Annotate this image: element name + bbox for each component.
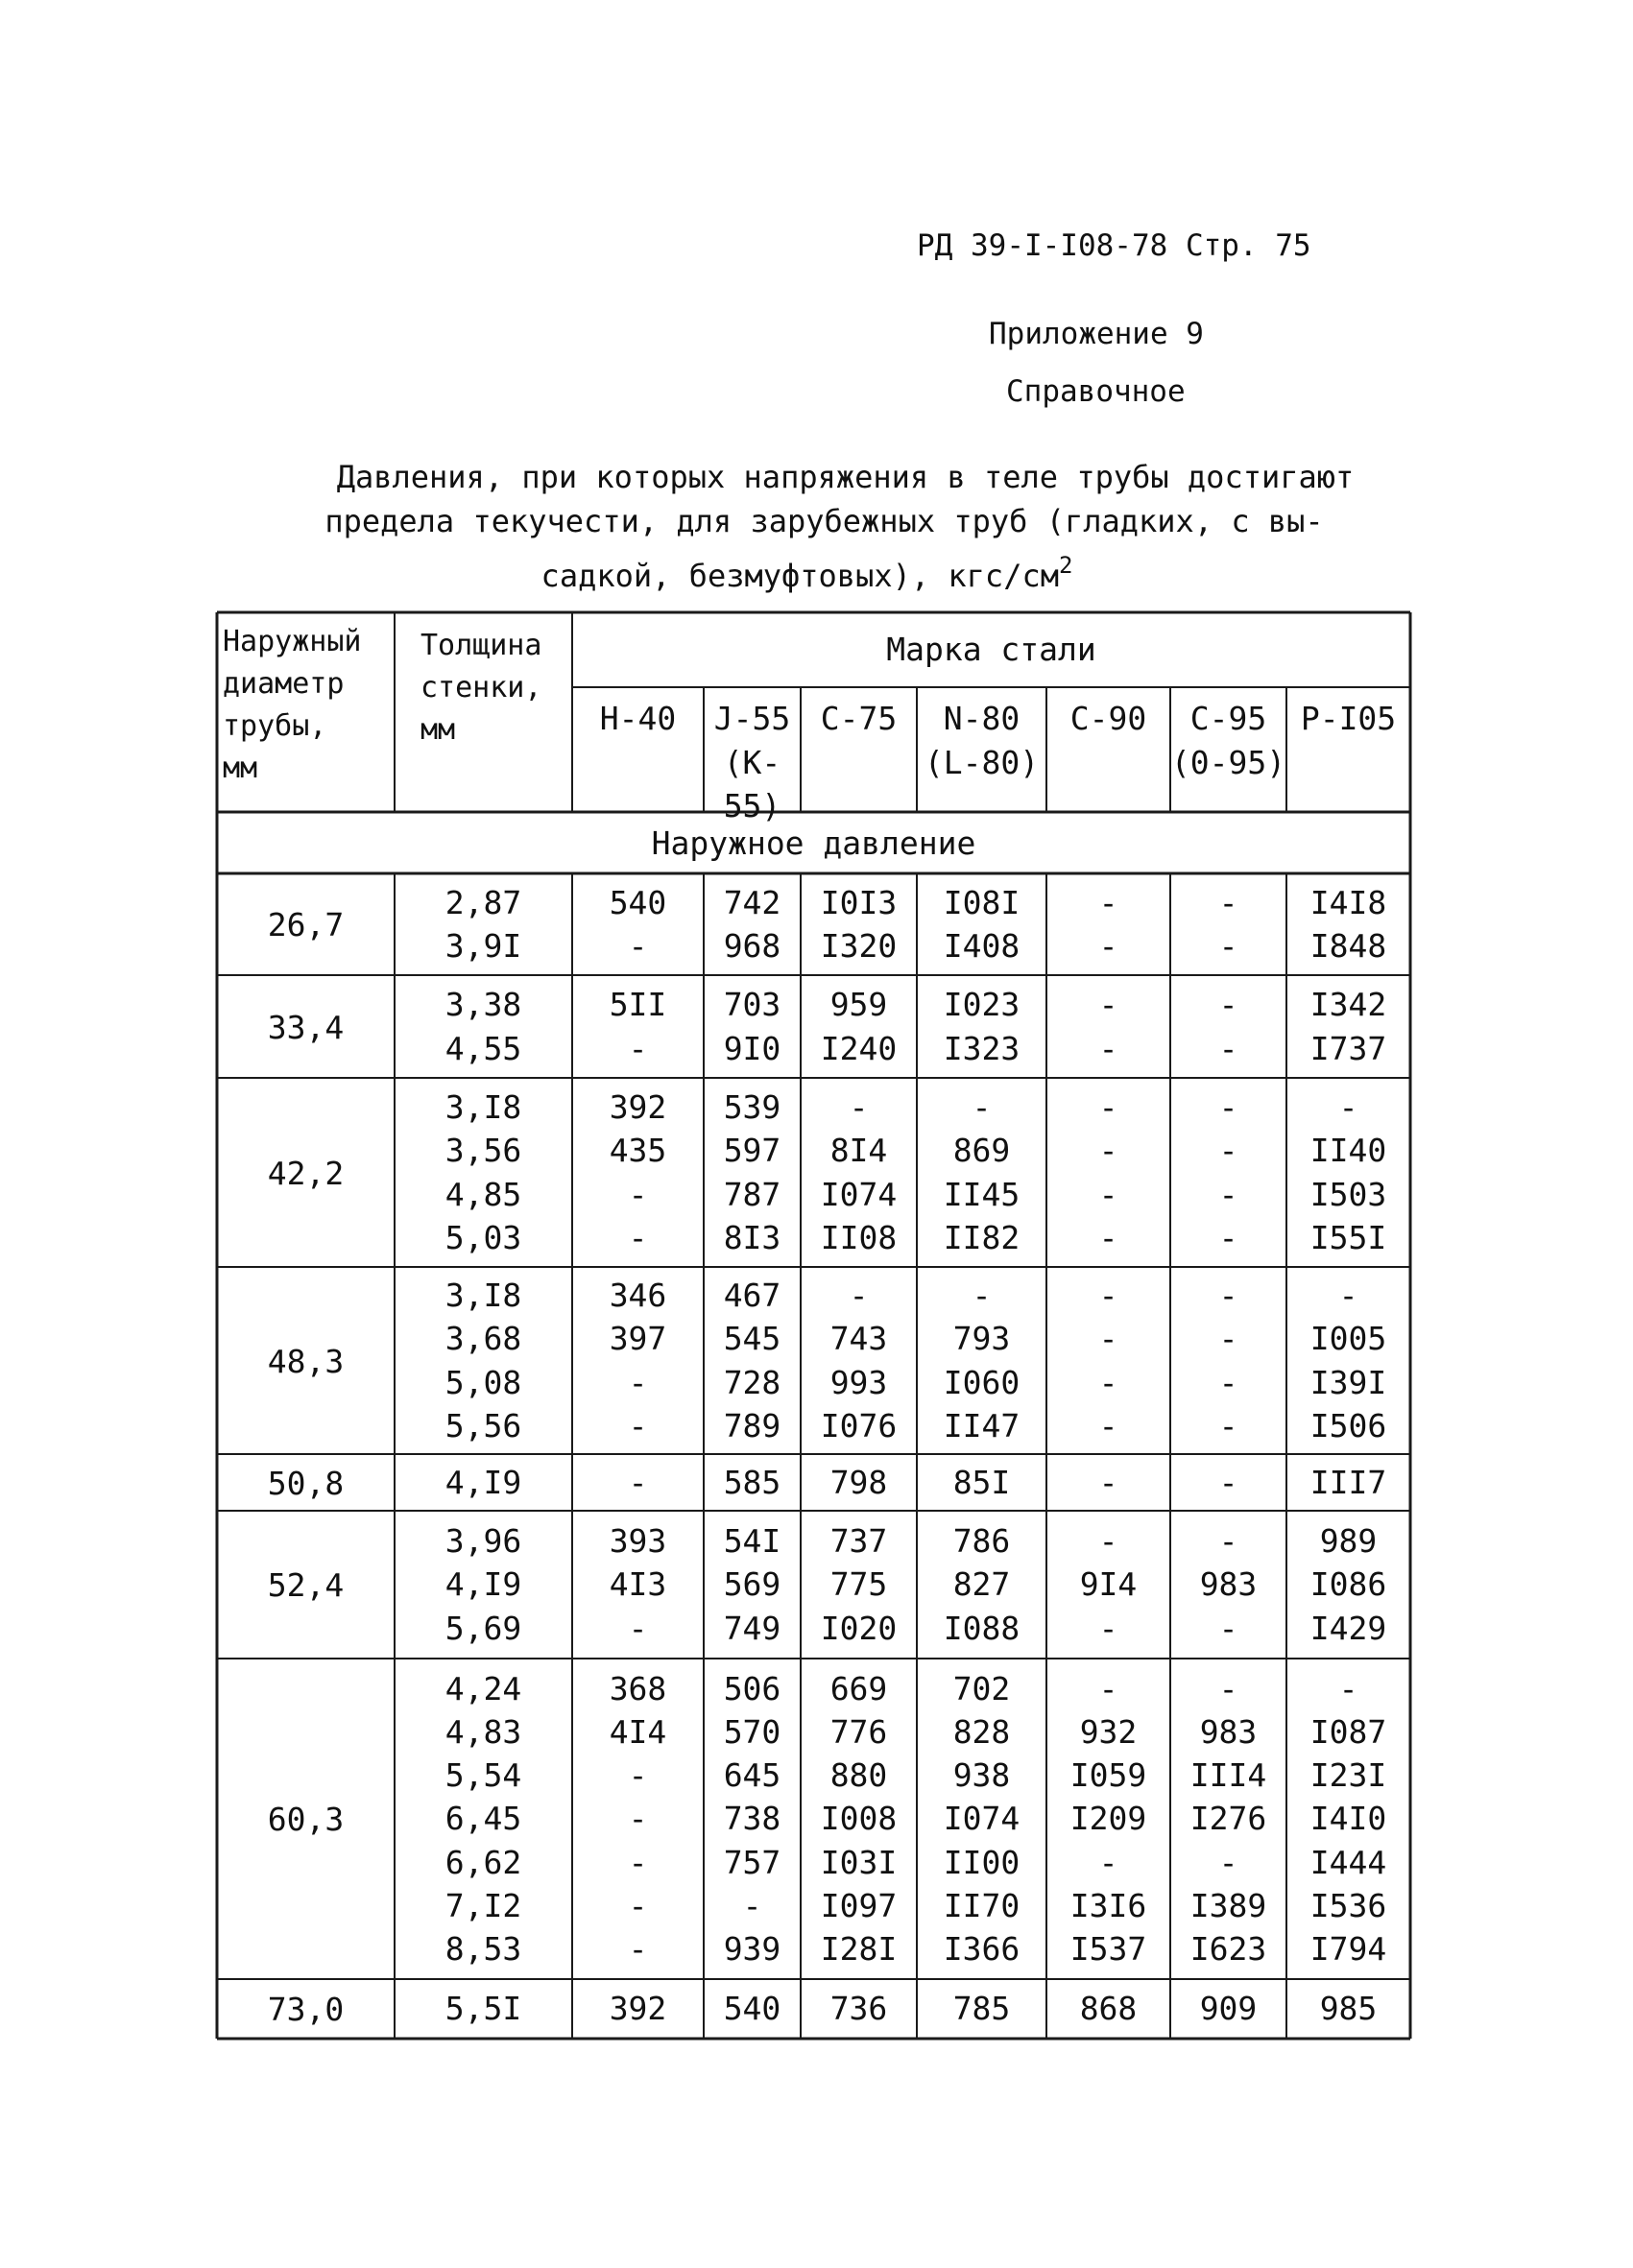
pressure-value-cell: 869 — [952, 1132, 1011, 1170]
pressure-value-cell: I537 — [1069, 1930, 1147, 1968]
pressure-value-cell: II00 — [943, 1843, 1021, 1881]
pressure-value-cell: 8I4 — [829, 1132, 888, 1170]
pressure-value-cell: I4I0 — [1309, 1800, 1387, 1838]
pressure-value-cell: 938 — [952, 1756, 1011, 1795]
pressure-value-cell: 597 — [723, 1132, 781, 1170]
pressure-value-cell: 392 — [609, 1088, 667, 1127]
pressure-value-cell: I087 — [1309, 1713, 1387, 1751]
pressure-value-cell: - — [1098, 1609, 1118, 1647]
pressure-value-cell: - — [1218, 1277, 1238, 1315]
pressure-value-cell: 569 — [723, 1565, 781, 1604]
pressure-value-cell: - — [628, 1406, 648, 1444]
pressure-value-cell: - — [628, 1463, 648, 1501]
pressure-value-cell: I737 — [1309, 1029, 1387, 1067]
pressure-value-cell: II47 — [943, 1406, 1021, 1444]
outer-diameter-cell: 60,3 — [267, 1801, 345, 1838]
pressure-value-cell: 968 — [723, 927, 781, 965]
grade-header-cell: N-80 — [943, 700, 1021, 737]
wall-thickness-cell: 5,08 — [444, 1363, 522, 1401]
pressure-value-cell: 828 — [952, 1713, 1011, 1751]
pressure-value-cell: - — [1098, 986, 1118, 1024]
pressure-value-cell: 9I0 — [723, 1029, 781, 1067]
pressure-value-cell: - — [1098, 1320, 1118, 1358]
pressure-value-cell: 585 — [723, 1463, 781, 1501]
pressure-value-cell: 435 — [609, 1132, 667, 1170]
pressure-value-cell: - — [1098, 1363, 1118, 1401]
col-header-thickness: стенки, — [420, 671, 542, 704]
wall-thickness-cell: 2,87 — [444, 883, 522, 921]
pressure-value-cell: 985 — [1319, 1990, 1378, 2028]
wall-thickness-cell: 5,69 — [444, 1609, 522, 1647]
pressure-value-cell: 467 — [723, 1277, 781, 1315]
pressure-value-cell: I408 — [943, 927, 1021, 965]
steel-grade-header: Марка стали — [886, 631, 1096, 668]
pressure-value-cell: II70 — [943, 1886, 1021, 1924]
pressure-value-cell: I366 — [943, 1930, 1021, 1968]
wall-thickness-cell: 4,55 — [444, 1029, 522, 1067]
pressure-value-cell: 540 — [609, 883, 667, 921]
wall-thickness-cell: 3,I8 — [444, 1277, 522, 1315]
pressure-value-cell: 702 — [952, 1669, 1011, 1707]
wall-thickness-cell: 6,45 — [444, 1800, 522, 1838]
wall-thickness-cell: 5,56 — [444, 1406, 522, 1444]
grade-header-cell: (L-80) — [924, 744, 1040, 781]
pressure-value-cell: 736 — [829, 1990, 888, 2028]
pressure-value-cell: - — [628, 1175, 648, 1213]
pressure-value-cell: - — [1218, 1088, 1238, 1127]
outer-diameter-cell: 73,0 — [267, 1991, 345, 2028]
wall-thickness-cell: 5,5I — [444, 1990, 522, 2028]
pressure-value-cell: - — [1218, 1175, 1238, 1213]
pressure-value-cell: - — [628, 1886, 648, 1924]
pressure-value-cell: 868 — [1079, 1990, 1138, 2028]
pressure-value-cell: - — [1098, 1088, 1118, 1127]
pressure-value-cell: 8I3 — [723, 1218, 781, 1256]
pressure-value-cell: - — [972, 1088, 992, 1127]
grade-header-cell: Н-40 — [599, 700, 677, 737]
outer-diameter-cell: 42,2 — [267, 1154, 345, 1192]
pressure-value-cell: I503 — [1309, 1175, 1387, 1213]
pressure-value-cell: I28I — [820, 1930, 898, 1968]
appendix-type: Справочное — [1006, 374, 1186, 409]
grade-header-cell: (0-95) — [1170, 744, 1286, 781]
pressure-value-cell: - — [849, 1088, 869, 1127]
pressure-value-cell: II40 — [1309, 1132, 1387, 1170]
wall-thickness-cell: 4,I9 — [444, 1565, 522, 1604]
pressure-value-cell: - — [628, 1029, 648, 1067]
outer-diameter-cell: 50,8 — [267, 1464, 345, 1502]
pressure-value-cell: - — [628, 1609, 648, 1647]
pressure-value-cell: - — [628, 1843, 648, 1881]
pressure-value-cell: - — [1218, 1029, 1238, 1067]
outer-diameter-cell: 26,7 — [267, 906, 345, 943]
pressure-value-cell: - — [1098, 1406, 1118, 1444]
pressure-value-cell: 392 — [609, 1990, 667, 2028]
wall-thickness-cell: 3,56 — [444, 1132, 522, 1170]
pressure-value-cell: 909 — [1199, 1990, 1258, 2028]
pressure-value-cell: I08I — [943, 883, 1021, 921]
pressure-value-cell: 880 — [829, 1756, 888, 1795]
pressure-value-cell: 786 — [952, 1522, 1011, 1561]
unit-exponent: 2 — [1058, 552, 1073, 579]
pressure-value-cell: I389 — [1189, 1886, 1267, 1924]
pressure-value-cell: 5II — [609, 986, 667, 1024]
pressure-value-cell: - — [1218, 1363, 1238, 1401]
pressure-value-cell: 993 — [829, 1363, 888, 1401]
pressure-value-cell: 793 — [952, 1320, 1011, 1358]
pressure-value-cell: I086 — [1309, 1565, 1387, 1604]
wall-thickness-cell: 4,85 — [444, 1175, 522, 1213]
pressure-value-cell: I4I8 — [1309, 883, 1387, 921]
pressure-value-cell: 738 — [723, 1800, 781, 1838]
grade-header-cell: J-55 — [713, 700, 791, 737]
pressure-value-cell: I076 — [820, 1406, 898, 1444]
pressure-value-cell: 728 — [723, 1363, 781, 1401]
pressure-value-cell: - — [1098, 1522, 1118, 1561]
pressure-value-cell: I059 — [1069, 1756, 1147, 1795]
pressure-value-cell: - — [1098, 883, 1118, 921]
pressure-value-cell: I536 — [1309, 1886, 1387, 1924]
pressure-value-cell: - — [1098, 1175, 1118, 1213]
pressure-value-cell: - — [1098, 1029, 1118, 1067]
pressure-value-cell: - — [1218, 1463, 1238, 1501]
pressure-value-cell: I008 — [820, 1800, 898, 1838]
pressure-value-cell: 397 — [609, 1320, 667, 1358]
col-header-diameter: диаметр — [223, 667, 345, 701]
pressure-value-cell: - — [628, 1363, 648, 1401]
pressure-value-cell: - — [1098, 1463, 1118, 1501]
pressure-value-cell: - — [1098, 1669, 1118, 1707]
pressure-value-cell: 749 — [723, 1609, 781, 1647]
wall-thickness-cell: 7,I2 — [444, 1886, 522, 1924]
pressure-value-cell: I794 — [1309, 1930, 1387, 1968]
pressure-value-cell: - — [1338, 1669, 1358, 1707]
pressure-value-cell: 959 — [829, 986, 888, 1024]
wall-thickness-cell: 6,62 — [444, 1843, 522, 1881]
grade-header-cell: С-90 — [1069, 700, 1147, 737]
table-title-text: садкой, безмуфтовых), кгс/см — [540, 558, 1059, 594]
pressure-value-cell: 9I4 — [1079, 1565, 1138, 1604]
pressure-value-cell: - — [1218, 1669, 1238, 1707]
section-external-pressure: Наружное давление — [651, 824, 976, 862]
pressure-value-cell: - — [628, 1218, 648, 1256]
pressure-value-cell: - — [1218, 883, 1238, 921]
grade-header-cell: С-75 — [820, 700, 898, 737]
pressure-value-cell: 827 — [952, 1565, 1011, 1604]
pressure-value-cell: I074 — [820, 1175, 898, 1213]
pressure-value-cell: 4I4 — [609, 1713, 667, 1751]
pressure-value-cell: 540 — [723, 1990, 781, 2028]
table-title-line-2: предела текучести, для зарубежных труб (гладких, с вы- — [324, 503, 1324, 539]
pressure-value-cell: - — [628, 1756, 648, 1795]
pressure-value-cell: 4I3 — [609, 1565, 667, 1604]
page-header: РД 39-I-I08-78 Стр. 75 — [917, 228, 1311, 263]
col-header-thickness: Толщина — [420, 629, 542, 662]
pressure-value-cell: I23I — [1309, 1756, 1387, 1795]
grade-header-cell: Р-I05 — [1300, 700, 1397, 737]
pressure-value-cell: - — [849, 1277, 869, 1315]
pressure-value-cell: - — [1218, 1843, 1238, 1881]
pressure-value-cell: I060 — [943, 1363, 1021, 1401]
pressure-value-cell: - — [1218, 1132, 1238, 1170]
pressure-value-cell: 743 — [829, 1320, 888, 1358]
pressure-value-cell: - — [1218, 1406, 1238, 1444]
wall-thickness-cell: 8,53 — [444, 1930, 522, 1968]
pressure-value-cell: I020 — [820, 1609, 898, 1647]
pressure-value-cell: 757 — [723, 1843, 781, 1881]
pressure-value-cell: 85I — [952, 1463, 1011, 1501]
pressure-value-cell: - — [1098, 1132, 1118, 1170]
col-header-diameter: Наружный — [223, 625, 362, 658]
wall-thickness-cell: 4,I9 — [444, 1463, 522, 1501]
wall-thickness-cell: 3,38 — [444, 986, 522, 1024]
pressure-value-cell: - — [1098, 1218, 1118, 1256]
pressure-value-cell: - — [1338, 1277, 1358, 1315]
pressure-value-cell: - — [628, 1800, 648, 1838]
outer-diameter-cell: 48,3 — [267, 1342, 345, 1380]
pressure-value-cell: I0I3 — [820, 883, 898, 921]
pressure-value-cell: I623 — [1189, 1930, 1267, 1968]
appendix-label: Приложение 9 — [989, 317, 1204, 351]
pressure-value-cell: - — [742, 1886, 762, 1924]
pressure-value-cell: 785 — [952, 1990, 1011, 2028]
pressure-value-cell: 539 — [723, 1088, 781, 1127]
pressure-value-cell: 545 — [723, 1320, 781, 1358]
wall-thickness-cell: 4,83 — [444, 1713, 522, 1751]
pressure-value-cell: 570 — [723, 1713, 781, 1751]
pressure-value-cell: - — [1098, 1843, 1118, 1881]
pressure-value-cell: I55I — [1309, 1218, 1387, 1256]
pressure-value-cell: 983 — [1199, 1713, 1258, 1751]
pressure-value-cell: I39I — [1309, 1363, 1387, 1401]
pressure-value-cell: - — [1218, 927, 1238, 965]
pressure-value-cell: 393 — [609, 1522, 667, 1561]
pressure-value-cell: - — [1218, 1320, 1238, 1358]
pressure-value-cell: - — [1218, 1218, 1238, 1256]
pressure-value-cell: 742 — [723, 883, 781, 921]
pressure-value-cell: I323 — [943, 1029, 1021, 1067]
pressure-value-cell: 346 — [609, 1277, 667, 1315]
pressure-value-cell: 737 — [829, 1522, 888, 1561]
pressure-value-cell: 932 — [1079, 1713, 1138, 1751]
pressure-value-cell: - — [1218, 986, 1238, 1024]
pressure-value-cell: I848 — [1309, 927, 1387, 965]
wall-thickness-cell: 3,9I — [444, 927, 522, 965]
pressure-value-cell: - — [1338, 1088, 1358, 1127]
grade-header-cell: С-95 — [1189, 700, 1267, 737]
pressure-value-cell: I429 — [1309, 1609, 1387, 1647]
col-header-diameter: трубы, — [223, 709, 327, 743]
table-title-line-1: Давления, при которых напряжения в теле трубы достигают — [336, 459, 1355, 495]
pressure-value-cell: I209 — [1069, 1800, 1147, 1838]
pressure-value-cell: - — [1218, 1609, 1238, 1647]
pressure-value-cell: - — [628, 1930, 648, 1968]
pressure-value-cell: I005 — [1309, 1320, 1387, 1358]
pressure-value-cell: - — [1098, 927, 1118, 965]
pressure-value-cell: I03I — [820, 1843, 898, 1881]
pressure-value-cell: I240 — [820, 1029, 898, 1067]
pressure-value-cell: 776 — [829, 1713, 888, 1751]
pressure-value-cell: - — [1098, 1277, 1118, 1315]
pressure-value-cell: 506 — [723, 1669, 781, 1707]
outer-diameter-cell: 33,4 — [267, 1008, 345, 1046]
pressure-value-cell: - — [972, 1277, 992, 1315]
pressure-value-cell: 939 — [723, 1930, 781, 1968]
pressure-value-cell: 789 — [723, 1406, 781, 1444]
pressure-value-cell: 983 — [1199, 1565, 1258, 1604]
pressure-value-cell: 54I — [723, 1522, 781, 1561]
pressure-value-cell: 669 — [829, 1669, 888, 1707]
pressure-value-cell: III7 — [1309, 1463, 1387, 1501]
wall-thickness-cell: 3,68 — [444, 1320, 522, 1358]
pressure-value-cell: I506 — [1309, 1406, 1387, 1444]
pressure-value-cell: 787 — [723, 1175, 781, 1213]
pressure-value-cell: I097 — [820, 1886, 898, 1924]
pressure-value-cell: 703 — [723, 986, 781, 1024]
col-header-thickness: мм — [420, 713, 456, 747]
pressure-value-cell: 798 — [829, 1463, 888, 1501]
pressure-value-cell: I444 — [1309, 1843, 1387, 1881]
col-header-diameter: мм — [223, 752, 258, 785]
pressure-value-cell: I342 — [1309, 986, 1387, 1024]
grade-header-cell: (K-55) — [723, 744, 781, 824]
pressure-value-cell: II45 — [943, 1175, 1021, 1213]
pressure-value-cell: II82 — [943, 1218, 1021, 1256]
pressure-value-cell: 775 — [829, 1565, 888, 1604]
pressure-value-cell: I074 — [943, 1800, 1021, 1838]
wall-thickness-cell: 5,54 — [444, 1756, 522, 1795]
pressure-value-cell: I023 — [943, 986, 1021, 1024]
wall-thickness-cell: 3,I8 — [444, 1088, 522, 1127]
wall-thickness-cell: 5,03 — [444, 1218, 522, 1256]
pressure-value-cell: 645 — [723, 1756, 781, 1795]
pressure-value-cell: - — [628, 927, 648, 965]
wall-thickness-cell: 3,96 — [444, 1522, 522, 1561]
pressure-value-cell: II08 — [820, 1218, 898, 1256]
outer-diameter-cell: 52,4 — [267, 1566, 345, 1604]
pressure-value-cell: I320 — [820, 927, 898, 965]
pressure-value-cell: I276 — [1189, 1800, 1267, 1838]
pressure-value-cell: 989 — [1319, 1522, 1378, 1561]
pressure-value-cell: I3I6 — [1069, 1886, 1147, 1924]
pressure-value-cell: I088 — [943, 1609, 1021, 1647]
pressure-value-cell: 368 — [609, 1669, 667, 1707]
wall-thickness-cell: 4,24 — [444, 1669, 522, 1707]
pressure-value-cell: III4 — [1189, 1756, 1267, 1795]
pressure-value-cell: - — [1218, 1522, 1238, 1561]
